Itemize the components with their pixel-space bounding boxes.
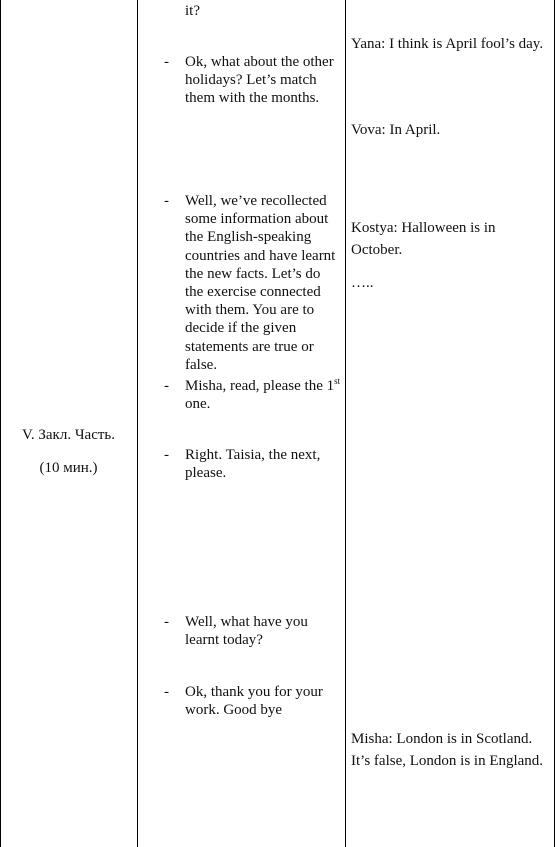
pupil-reply: Yana: I think is April fool’s day. <box>351 36 544 52</box>
stage-duration: (10 мин.) <box>39 460 98 476</box>
list-dash: - <box>164 54 169 70</box>
teacher-line-text: Well, what have you learnt today? <box>185 614 308 649</box>
pupil-reply: Kostya: Halloween is in October. <box>351 220 496 258</box>
teacher-line-misha-end: one. <box>185 396 211 413</box>
pupil-reply: Misha: London is in Scotland. It’s false, London is in England. <box>351 731 544 769</box>
list-dash: - <box>164 378 169 394</box>
list-dash: - <box>164 447 169 463</box>
teacher-line-text: Well, we’ve recollected some information about the English-speaking countries and have learnt the new facts. Let’s do the exercise connected with them. You are to decide if the given statements are true or false. <box>185 193 336 373</box>
ordinal-superscript: st <box>334 376 341 386</box>
teacher-line-continuation: it? <box>185 3 200 19</box>
table-border-left <box>0 0 1 847</box>
list-dash: - <box>164 614 169 630</box>
teacher-line-text: Ok, what about the other holidays? Let’s match them with the months. <box>185 54 334 107</box>
list-dash: - <box>164 684 169 700</box>
teacher-line-text <box>185 377 341 413</box>
column-divider-1 <box>137 0 138 847</box>
list-dash: - <box>164 193 169 209</box>
pupil-reply: ….. <box>351 275 374 291</box>
teacher-line-text: Right. Taisia, the next, please. <box>185 447 321 482</box>
column-divider-2 <box>345 0 346 847</box>
teacher-line-misha-text: Misha, read, please the 1 <box>185 378 335 394</box>
stage-title: V. Закл. Часть. <box>21 427 116 443</box>
teacher-line-text: Ok, thank you for your work. Good bye <box>185 684 323 719</box>
pupil-reply: Vova: In April. <box>351 122 441 138</box>
